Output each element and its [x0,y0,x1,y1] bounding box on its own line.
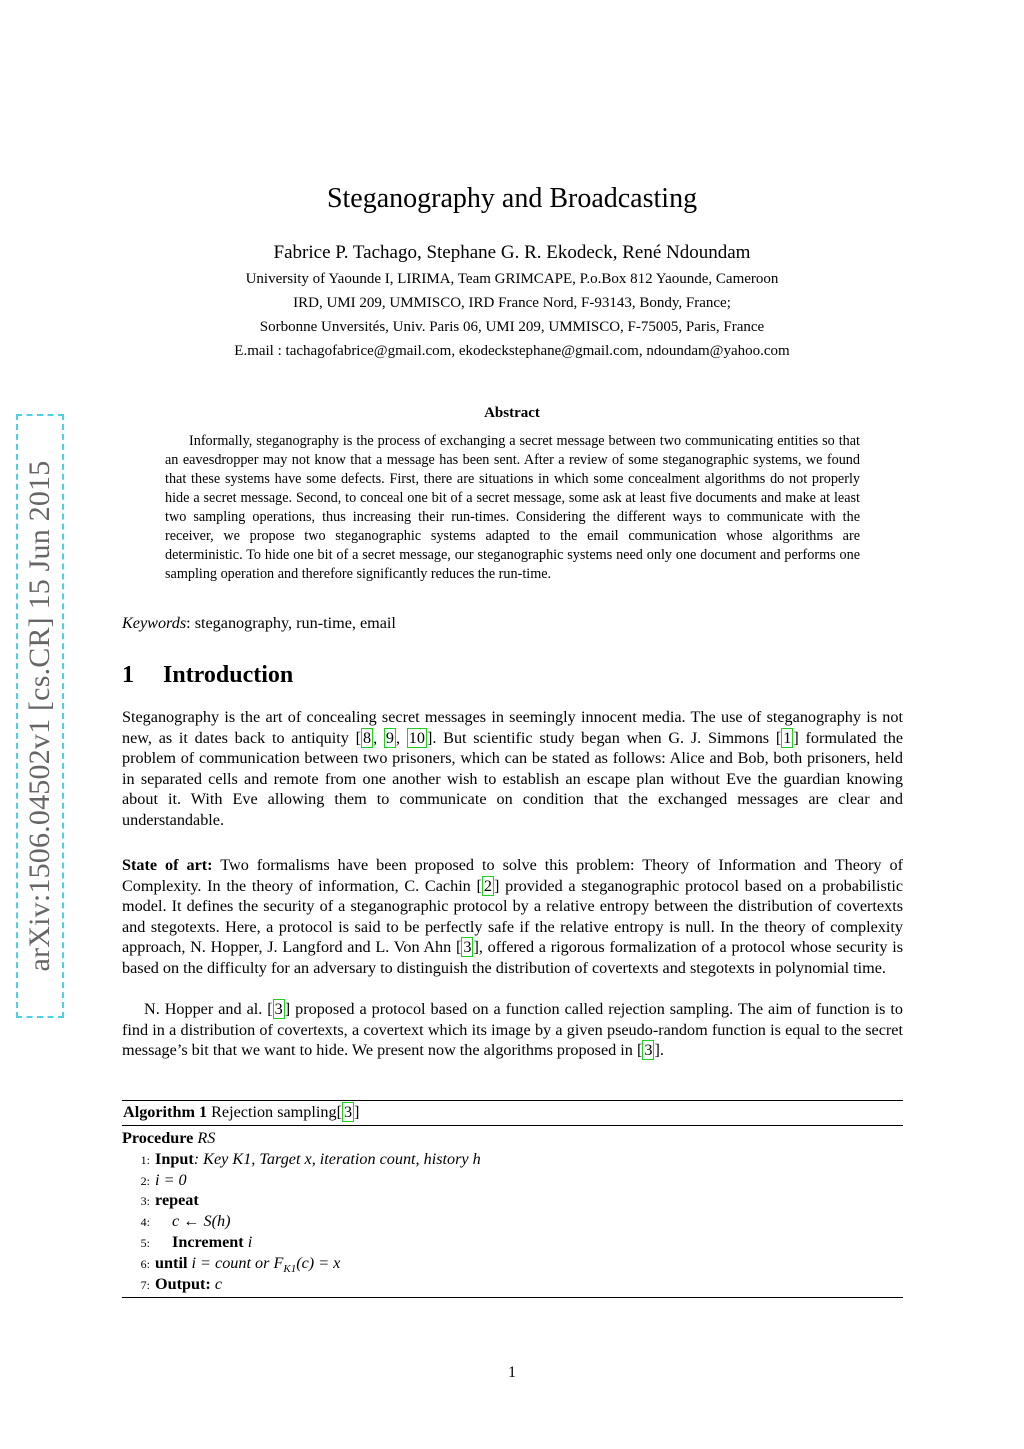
paper-title: Steganography and Broadcasting [326,183,698,214]
algorithm-line-5 [122,1232,903,1253]
algorithm-line-1 [122,1149,903,1170]
procedure-line [122,1128,903,1149]
arxiv-sidebar-stamp [16,414,64,1018]
code-subscript: K1 [283,1263,297,1276]
citation-link[interactable]: 3 [463,938,472,957]
procedure-name: RS [197,1129,216,1147]
affiliation-line-3: Sorbonne Unversités, Univ. Paris 06, UMI 209, UMMISCO, F-75005, Paris, France [259,319,765,335]
algorithm-line-7 [122,1274,903,1295]
keyword: Input [155,1149,194,1168]
intro-paragraph-3: N. Hopper and al. [ 3 ] proposed a protocol based on a function called rejection sampling. The aim of function is to find in a distribution of covertexts, a covertext which its image by a given pseudo-random function is equal to the secret message’s bit that we want to hide. We present now the algorithms proposed in [ 3 ]. [122,1000,903,1060]
citation-link[interactable]: 10 [408,728,425,747]
line-number: 6: [140,1256,150,1271]
keyword: Output: [155,1274,211,1293]
citation-link[interactable]: 9 [385,728,394,747]
abstract-text: Informally, steganography is the process of exchanging a secret message between two communicating entities so that an eavesdropper may not know that a message has been sent. After a review of some steganographic systems, we found that these systems have some defects. First, there are situations in which some concealment algorithms do not properly hide a secret message. Second, to conceal one bit of a secret message, some ask at least five documents and make at least two sampling operations, thus increasing their run-times. Considering the different ways to communicate with the receiver, we propose two steganographic systems adapted to the email communication whose algorithms are deterministic. To hide one bit of a secret message, our steganographic systems need only one document and performs one sampling operation and therefore significantly reduces the run-time. [165,433,860,582]
paragraph-text: Two formalisms have been proposed to solve this problem: Theory of Information and Theory of Complexity. In the theory of information, C. Cachin [122,856,903,895]
paragraph-text: proposed a protocol based on a function called rejection sampling. The aim of function is to find in a distribution of covertexts, a covertext which its image by a given pseudo-random function is equal to the secret message’s bit that we want to hide. We present now the algorithms proposed in [122,1000,903,1060]
arxiv-id: arXiv:1506.04502v1 [cs.CR] 15 Jun 2015 [23,460,56,972]
affiliation-line-1: University of Yaounde I, LIRIMA, Team GRIMCAPE, P.o.Box 812 Yaounde, Cameroon [245,271,779,287]
code-text: (c) = x [296,1253,341,1272]
line-number: 3: [140,1194,150,1209]
code-text: i [247,1232,253,1251]
keyword: Increment [172,1232,244,1251]
code-text: i = count or F [191,1253,284,1272]
keyword: until [155,1253,188,1272]
algorithm-line-2 [122,1170,903,1191]
algorithm-caption-text: Rejection sampling [207,1103,337,1121]
email-line: E.mail : tachagofabrice@gmail.com, ekodeckstephane@gmail.com, ndoundam@yahoo.com [234,343,790,359]
paragraph-text: Steganography is the art of concealing secret messages in seemingly innocent media. The use of steganography is not new, as it dates back to antiquity [122,708,903,747]
abstract-body [165,432,860,584]
code-text: c [214,1274,223,1293]
paragraph-text: . But scientific study began when G. J. Simmons [432,728,776,747]
citation-link[interactable]: 1 [783,728,792,747]
algorithm-label: Algorithm 1 [123,1103,208,1121]
keywords [122,613,903,634]
citation-link[interactable]: 8 [363,728,372,747]
section-number: 1 [122,662,134,688]
keywords-label: Keywords [122,614,187,632]
paragraph-text: N. Hopper and al. [144,1000,268,1018]
line-number: 2: [140,1173,150,1188]
keyword: repeat [155,1191,199,1210]
algorithm-line-6 [122,1253,903,1274]
line-number: 1: [140,1152,150,1167]
code-text: i = 0 [155,1170,187,1189]
paragraph-text: provided a steganographic protocol based on a probabilistic model. It defines the security of a steganographic protocol by a relative entropy between the distribution of covertexts and stegotexts. Here, a protocol is said to be perfectly safe if the relative entropy is null. In the theory of complexity approach, N. Hopper, J. Langford and L. Von Ahn [122,876,904,957]
citation-link[interactable]: 3 [274,1000,283,1018]
line-number: 7: [140,1277,150,1292]
keywords-text: : steganography, run-time, email [186,614,396,632]
state-of-art-paragraph: State of art: Two formalisms have been proposed to solve this problem: Theory of Information and Theory of Complexity. In the theory of information, C. Cachin [ 2 ] provided a steganographic protocol based on a probabilistic model. It defines the security of a steganographic protocol by a relative entropy between the distribution of covertexts and stegotexts. Here, a protocol is said to be perfectly safe if the relative entropy is null. In the theory of complexity approach, N. Hopper, J. Langford and L. Von Ahn [ 3 ], offered a rigorous formalization of a protocol whose security is based on the difficulty for an adversary to distinguish the distribution of covertexts and stegotexts in polynomial time. [122,856,904,977]
section-heading-introduction [122,662,293,689]
algorithm-bottom-rule [122,1297,903,1298]
algorithm-line-4 [122,1211,903,1232]
page-number: 1 [508,1364,516,1381]
keyword: Procedure [122,1129,194,1147]
intro-paragraph-1: Steganography is the art of concealing secret messages in seemingly innocent media. The use of steganography is not new, as it dates back to antiquity [ 8 , 9 , 10 ]. But scientific study began when G. J. Simmons [ 1 ] formulated the problem of communication between two prisoners, which can be stated as follows: Alice and Bob, both prisoners, held in separated cells and remote from one another wish to establish an escape plan without Eve the guardian knowing about it. With Eve allowing them to communicate on condition that the exchanged messages are clear and understandable. [122,708,904,829]
author-list: Fabrice P. Tachago, Stephane G. R. Ekodeck, René Ndoundam [273,242,751,263]
citation-link[interactable]: 3 [343,1103,353,1121]
paragraph-text: , offered a rigorous formalization of a protocol whose security is based on the difficulty for an adversary to distinguish the distribution of covertexts and stegotexts in polynomial time. [122,938,903,977]
state-of-art-label: State of art: [122,856,213,874]
algorithm-line-3 [122,1190,903,1211]
algorithm-caption-rule [122,1125,903,1126]
code-text: : Key K1, Target x, iteration count, history h [193,1149,481,1168]
citation-link[interactable]: 3 [644,1041,653,1060]
affiliation-line-2: IRD, UMI 209, UMMISCO, IRD France Nord, F-93143, Bondy, France; [293,295,731,311]
algorithm-caption: Algorithm 1 Rejection sampling[ 3 ] [123,1103,360,1121]
code-text: c ← S(h) [172,1212,231,1231]
line-number: 4: [140,1215,150,1230]
algorithm-box [122,1100,903,1298]
abstract-heading: Abstract [484,405,540,421]
citation-link[interactable]: 2 [483,876,492,895]
line-number: 5: [140,1235,150,1250]
section-title: Introduction [163,662,294,688]
paragraph-text: . [659,1041,664,1060]
paragraph-text: formulated the problem of communication between two prisoners, which can be stated as follows: Alice and Bob, both prisoners, held in separated cells and remote from one another wish to establish an escape plan without Eve the guardian knowing about it. With Eve allowing them to communicate on condition that the exchanged messages are clear and understandable. [122,728,904,829]
